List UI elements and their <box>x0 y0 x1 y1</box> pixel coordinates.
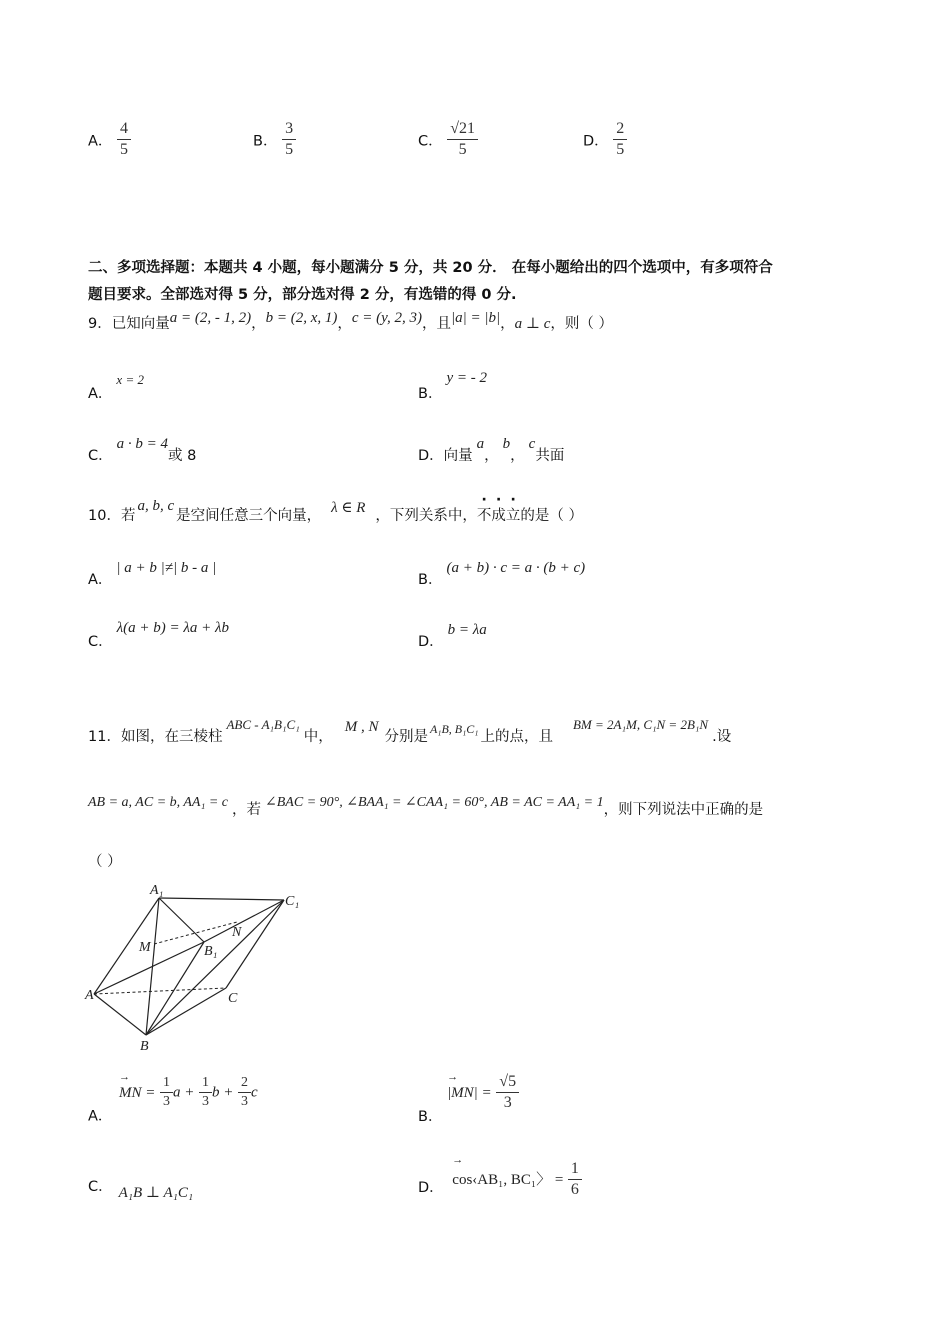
q10-option-a <box>88 556 217 588</box>
option-expression: y = - 2 <box>446 370 487 386</box>
edge-a1-c1 <box>159 898 284 900</box>
q10-option-b <box>418 556 586 588</box>
vector-c: c <box>528 436 536 452</box>
q8-option-c <box>418 120 478 160</box>
fraction <box>282 120 296 160</box>
question-tail: 的是（ ） <box>520 508 583 524</box>
section-heading-line2: 题目要求。全部选对得 5 分，部分选对得 2 分，有选错的得 0 分. <box>88 287 517 303</box>
option-label: C． <box>88 634 113 650</box>
denominator: 3 <box>163 1094 171 1110</box>
q10-stem <box>88 498 583 525</box>
angle-conditions: ∠BAC = 90°, ∠BAA₁ = ∠CAA₁ = 60°, AB = AC = AA₁ = 1 <box>265 795 604 810</box>
stem-text: ，下列关系中， <box>375 508 477 524</box>
option-label: B． <box>418 572 443 588</box>
denominator: 3 <box>503 1094 512 1112</box>
separator: ， <box>484 448 499 464</box>
emphasis-char: 不 <box>476 508 492 524</box>
fraction <box>496 1073 519 1113</box>
section-heading-line1: 二、多项选择题：本题共 4 小题，每小题满分 5 分，共 20 分． 在每小题给出的四个选项中，有多项符合 <box>88 260 773 276</box>
option-label: D． <box>418 448 444 464</box>
prism-figure <box>84 880 314 1055</box>
term-c: c <box>250 1084 258 1101</box>
separator: ， <box>337 316 352 332</box>
fraction <box>199 1075 212 1110</box>
option-label: B． <box>253 133 278 150</box>
q9-option-d <box>418 432 565 464</box>
option-label: A． <box>88 1108 113 1125</box>
fraction <box>568 1160 582 1200</box>
fraction <box>447 120 478 160</box>
edge-a-b <box>94 994 146 1035</box>
q8-option-a <box>88 120 131 160</box>
term-b: b + <box>212 1084 234 1101</box>
option-suffix: 共面 <box>535 448 565 464</box>
term-a: a + <box>173 1084 195 1101</box>
condition-equal-norm: |a| = |b| <box>450 310 501 326</box>
vector-a-def: a = (2, - 1, 2) <box>169 310 252 326</box>
q11-option-a <box>88 1075 258 1126</box>
q11-stem-line2 <box>88 790 764 818</box>
q11-answer-paren: （ ） <box>88 854 122 870</box>
stem-text: 中， <box>303 729 333 745</box>
stem-text: ，则下列说法中正确的是 <box>603 802 764 818</box>
label-c: C <box>228 991 238 1006</box>
option-expression: a · b = 4 <box>116 436 168 452</box>
stem-text: .设 <box>712 729 732 745</box>
option-label: D． <box>418 634 444 650</box>
stem-text: 上的点，且 <box>480 729 553 745</box>
norm-mn: → |MN| = <box>447 1085 492 1102</box>
connector-text: ，且 <box>421 316 451 332</box>
option-label: B． <box>418 1108 443 1125</box>
emphasis-char: 立 <box>505 508 521 524</box>
separator: ， <box>500 316 515 332</box>
denominator: 5 <box>120 141 129 159</box>
ratio-condition: BM = 2A₁M, C₁N = 2B₁N <box>572 717 709 732</box>
option-expression: | a + b |≠| b - a | <box>116 560 217 576</box>
denominator: 3 <box>240 1094 248 1110</box>
label-a: A <box>85 988 94 1003</box>
numerator: √21 <box>447 120 478 140</box>
label-m: M <box>139 940 151 955</box>
q9-stem <box>88 312 613 333</box>
option-label: C． <box>88 448 113 464</box>
prism-name: ABC - A₁B₁C₁ <box>226 717 300 732</box>
q11-option-d <box>418 1160 582 1200</box>
q9-option-b <box>418 366 487 402</box>
label-n: N <box>232 925 242 940</box>
question-tail: ，则（ ） <box>550 316 613 332</box>
denominator: 3 <box>202 1094 209 1110</box>
label-c1: C₁ <box>285 894 300 909</box>
denominator: 6 <box>570 1181 579 1199</box>
option-label: D． <box>418 1179 444 1196</box>
option-label: D． <box>583 133 609 150</box>
numerator: 1 <box>160 1075 173 1093</box>
numerator: 2 <box>613 120 627 140</box>
lambda-condition: λ ∈ R <box>331 500 366 516</box>
vector-definitions: AB = a, AC = b, AA₁ = c <box>88 795 229 810</box>
q10-option-d <box>418 618 487 650</box>
option-label: A． <box>88 572 113 588</box>
option-expression: λ(a + b) = λa + λb <box>116 620 229 636</box>
cosine-expression: → cos‹AB₁, BC₁〉 = <box>452 1168 563 1189</box>
numerator: √5 <box>496 1073 519 1093</box>
q11-option-c <box>88 1175 194 1201</box>
denominator: 5 <box>458 141 467 159</box>
option-expression: x = 2 <box>116 372 144 387</box>
option-prefix: 向量 <box>443 448 473 464</box>
q9-option-a <box>88 368 144 402</box>
option-label: C． <box>88 1179 113 1195</box>
q8-option-d <box>583 120 627 160</box>
numerator: 1 <box>199 1075 212 1093</box>
vector-c-def: c = (y, 2, 3) <box>351 310 422 326</box>
denominator: 5 <box>616 141 625 159</box>
vector-vars: a, b, c <box>137 498 175 514</box>
option-suffix: 或 8 <box>168 448 197 464</box>
separator: ， <box>251 316 266 332</box>
q10-number: 10．若 <box>88 508 136 524</box>
label-b: B <box>140 1039 149 1054</box>
q10-option-c <box>88 616 229 650</box>
q11-number: 11．如图，在三棱柱 <box>88 729 223 745</box>
stem-text: 是空间任意三个向量， <box>176 508 322 524</box>
fraction <box>613 120 627 160</box>
numerator: 2 <box>238 1075 251 1093</box>
denominator: 5 <box>285 141 294 159</box>
numerator: 3 <box>282 120 296 140</box>
numerator: 4 <box>117 120 131 140</box>
label-b1: B₁ <box>204 944 218 959</box>
edge-a1-b1 <box>159 898 204 942</box>
q11-stem-line1 <box>88 717 732 746</box>
option-expression: (a + b) · c = a · (b + c) <box>446 560 586 576</box>
condition-perpendicular: a ⊥ c <box>514 316 551 332</box>
label-a1: A₁ <box>150 883 164 898</box>
points-mn: M , N <box>344 719 379 735</box>
fraction <box>117 120 131 160</box>
q11-option-b <box>418 1073 519 1126</box>
segments: A₁B, B₁C₁ <box>429 722 479 736</box>
option-label: C． <box>418 133 443 150</box>
option-expression: A₁B ⊥ A₁C₁ <box>118 1185 194 1201</box>
vector-b: b <box>502 436 511 452</box>
edge-c-c1 <box>226 900 284 988</box>
edge-a-c-hidden <box>94 988 226 994</box>
stem-text: ，若 <box>232 802 262 818</box>
fraction <box>238 1075 251 1110</box>
numerator: 1 <box>568 1160 582 1180</box>
fraction <box>160 1075 173 1110</box>
separator: ， <box>510 448 525 464</box>
edge-b1-c1 <box>204 900 284 942</box>
option-expression: b = λa <box>447 622 487 638</box>
q9-option-c <box>88 432 197 464</box>
option-label: A． <box>88 386 113 402</box>
emphasis-char: 成 <box>491 508 506 524</box>
vector-mn: → MN = <box>119 1085 155 1102</box>
vector-b-def: b = (2, x, 1) <box>265 310 338 326</box>
q9-number: 9．已知向量 <box>88 316 170 332</box>
vector-a: a <box>476 436 485 452</box>
edge-b-c1 <box>146 900 284 1035</box>
stem-text: 分别是 <box>384 729 428 745</box>
option-label: A． <box>88 133 113 150</box>
option-label: B． <box>418 386 443 402</box>
q8-option-b <box>253 120 296 160</box>
